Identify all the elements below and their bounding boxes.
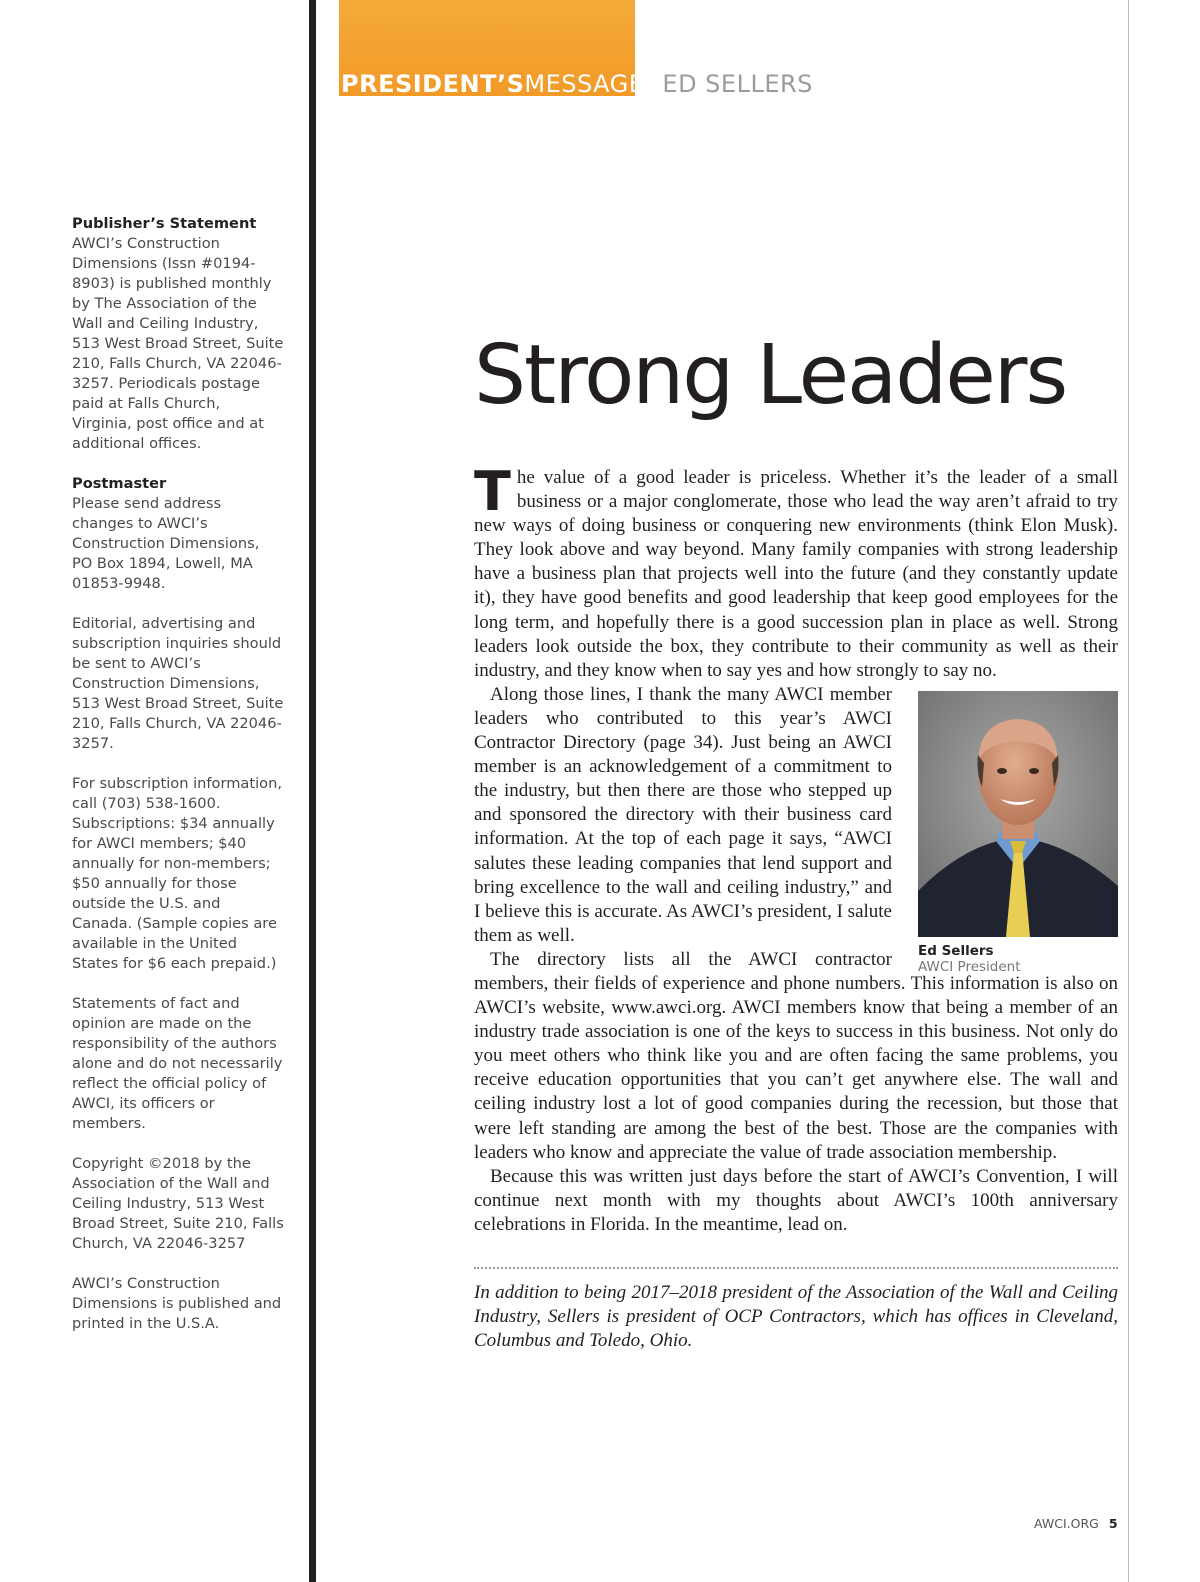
page-number: 5 <box>1108 1516 1118 1531</box>
photo-caption-role: AWCI President <box>918 958 1021 975</box>
article-title: Strong Leaders <box>474 328 1067 423</box>
photo-caption-name: Ed Sellers <box>918 942 994 959</box>
page-edge-line <box>1128 0 1129 1582</box>
article-paragraph: Along those lines, I thank the many AWCI member leaders who contributed to this year’s AWCI Contractor Directory (page 34). Just being an AWCI member is an acknowledgement of a commitment to the industry, but then there are those who stepped up and sponsored the directory with their business card information. At the top of each page it says, “AWCI salutes these leading companies that lend support and bring excellence to the wall and ceiling industry,” and I believe this is accurate. As AWCI’s president, I salute them as well. <box>474 683 892 946</box>
footer-site: AWCI.ORG <box>1034 1516 1099 1531</box>
postmaster-block <box>72 474 284 594</box>
author-photo-block <box>918 691 1118 975</box>
section-label-bold: PRESIDENT’S <box>341 70 525 98</box>
postmaster-heading: Postmaster <box>72 475 167 492</box>
section-author: ED SELLERS <box>662 70 813 98</box>
subscription-info: For subscription information, call (703) 538-1600. Subscriptions: $34 annually for AWCI members; $40 annually for non-members; $50 annually for those outside the U.S. and Canada. (Sample copies are available in the United States for $6 each prepaid.) <box>72 775 282 972</box>
publishers-statement <box>72 214 284 454</box>
author-bio: In addition to being 2017–2018 president of the Association of the Wall and Ceiling Industry, Sellers is president of OCP Contractors, which has offices in Cleveland, Columbus and Toledo, Ohio. <box>474 1282 1118 1352</box>
publisher-sidebar <box>72 214 284 1354</box>
section-header <box>341 70 813 98</box>
article-paragraph <box>474 460 1118 683</box>
publishers-statement-heading: Publisher’s Statement <box>72 215 257 232</box>
drop-cap: T <box>474 460 511 523</box>
section-label-light: MESSAGE <box>524 70 645 98</box>
paragraph-text: he value of a good leader is priceless. Whether it’s the leader of a small business or a major conglomerate, those who lead the way aren’t afraid to try new ways of doing business or conquering new environments (think Elon Musk). They look above and way beyond. Many family companies with strong leadership have a business plan that projects well into the future (and they constantly update it), they have good benefits and good leadership that keep good employees for the long term, and hopefully there is a good succession plan in place as well. Strong leaders look outside the box, they contribute to their community as well as their industry, and they know when to say yes and how strongly to say no. <box>474 467 1118 681</box>
bio-divider <box>474 1267 1118 1269</box>
publishers-statement-body: AWCI’s Construction Dimensions (Issn #0194-8903) is published monthly by The Association of the Wall and Ceiling Industry, 513 West Broad Street, Suite 210, Falls Church, VA 22046-3257. Periodicals postage paid at Falls Church, Virginia, post office and at additional offices. <box>72 235 284 452</box>
article-body <box>474 460 1118 1237</box>
statements-disclaimer: Statements of fact and opinion are made on the responsibility of the authors alone and do not necessarily reflect the official policy of AWCI, its officers or members. <box>72 995 283 1132</box>
article-paragraph: Because this was written just days before the start of AWCI’s Convention, I will continue next month with my thoughts about AWCI’s 100th anniversary celebrations in Florida. In the meantime, lead on. <box>474 1165 1118 1235</box>
copyright-notice: Copyright ©2018 by the Association of the Wall and Ceiling Industry, 513 West Broad Street, Suite 210, Falls Church, VA 22046-3257 <box>72 1155 284 1252</box>
page-footer <box>1034 1516 1118 1531</box>
vertical-divider <box>309 0 316 1582</box>
editorial-inquiries: Editorial, advertising and subscription inquiries should be sent to AWCI’s Construction Dimensions, 513 West Broad Street, Suite 210, Falls Church, VA 22046-3257. <box>72 615 284 752</box>
author-portrait <box>918 691 1118 937</box>
postmaster-body: Please send address changes to AWCI’s Construction Dimensions, PO Box 1894, Lowell, MA 01853-9948. <box>72 495 260 592</box>
article-paragraph: The directory lists all the AWCI contractor members, their fields of experience and phone numbers. This information is also on AWCI’s website, www.awci.org. AWCI members know that being a member of an industry trade association is one of the keys to success in this business. Not only do you meet others who think like you and are often facing the same problems, you receive education opportunities that you can’t get anywhere else. The wall and ceiling industry lost a lot of good companies during the recession, but those that were left standing are among the best of the best. Those are the companies with leaders who know and appreciate the value of trade association membership. <box>474 948 1118 1163</box>
printed-notice: AWCI’s Construction Dimensions is published and printed in the U.S.A. <box>72 1275 282 1332</box>
